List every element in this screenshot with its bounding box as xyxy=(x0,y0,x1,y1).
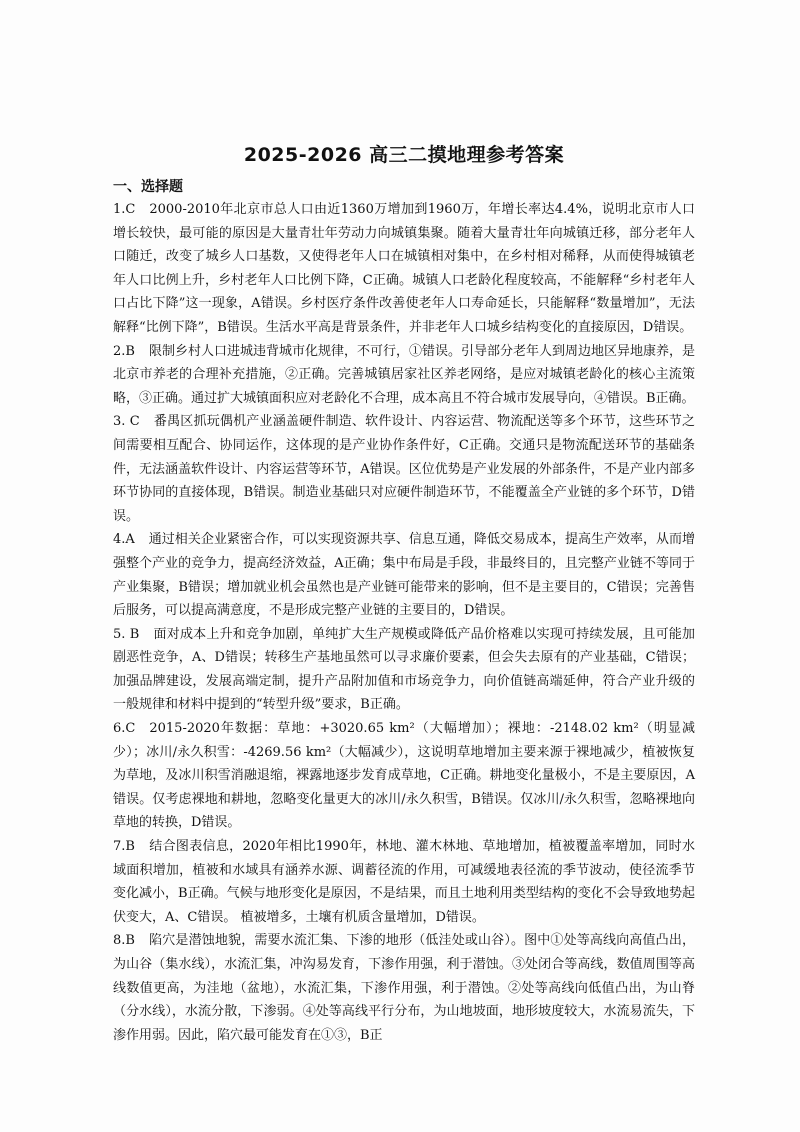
answer-explanation: 通过相关企业紧密合作，可以实现资源共享、信息互通，降低交易成本，提高生产效率，从而增强整个产业的竞争力，提高经济效益，A正确；集中布局是手段，非最终目的，且完整产业链不等同于产业集聚，B错误；增加就业机会虽然也是产业链可能带来的影响，但不是主要目的，C错误；完善售后服务，可以提高满意度，不是形成完整产业链的主要目的，D错误。 xyxy=(113,532,695,619)
answer-explanation: 2015-2020年数据：草地：+3020.65 km²（大幅增加）；裸地：-2148.02 km²（明显减少）；冰川/永久积雪：-4269.56 km²（大幅减少），这说明草地增加主要来源于裸地减少，植被恢复为草地，及冰川积雪消融退缩，裸露地逐步发育成草地，C正确。耕地变化量极小，不是主要原因，A错误。仅考虑裸地和耕地，忽略变化量更大的冰川/永久积雪，B错误。仅冰川/永久积雪，忽略裸地向草地的转换，D错误。 xyxy=(113,721,695,831)
answer-explanation: 陷穴是潜蚀地貌，需要水流汇集、下渗的地形（低洼处或山谷）。图中①处等高线向高值凸出，为山谷（集水线），水流汇集，冲沟易发育，下渗作用强，利于潜蚀。③处闭合等高线，数值周围等高线数值更高，为洼地（盆地），水流汇集，下渗作用强，利于潜蚀。②处等高线向低值凸出，为山脊（分水线），水流分散，下渗弱。④处等高线平行分布，为山地坡面，地形坡度较大，水流易流失，下渗作用弱。因此，陷穴最可能发育在①③，B正 xyxy=(113,933,695,1043)
answer-explanation: 面对成本上升和竞争加剧，单纯扩大生产规模或降低产品价格难以实现可持续发展，且可能加剧恶性竞争，A、D错误；转移生产基地虽然可以寻求廉价要素，但会失去原有的产业基础，C错误；加强品牌建设，发展高端定制，提升产品附加值和市场竞争力，向价值链高端延伸，符合产业升级的一般规律和材料中提到的“转型升级”要求，B正确。 xyxy=(113,626,695,713)
answer-item-7 xyxy=(113,835,695,929)
answer-item-2 xyxy=(113,340,695,411)
answer-item-4 xyxy=(113,528,695,622)
answer-item-6 xyxy=(113,717,695,835)
answer-label: 2.B xyxy=(113,343,135,359)
answer-label: 6.C xyxy=(113,721,136,737)
answer-label: 3. C xyxy=(113,414,140,430)
answer-item-3 xyxy=(113,410,695,528)
answer-item-8 xyxy=(113,929,695,1047)
document-title: 2025-2026 高三二摸地理参考答案 xyxy=(243,144,565,166)
answer-label: 1.C xyxy=(113,202,136,217)
answer-explanation: 限制乡村人口进城违背城市化规律，不可行，①错误。引导部分老年人到周边地区异地康养，是北京市养老的合理补充措施，②正确。完善城镇居家社区养老网络，是应对城镇老龄化的核心主流策略，③正确。通过扩大城镇面积应对老龄化不合理，成本高且不符合城市发展导向，④错误。B正确。 xyxy=(113,343,695,406)
answer-label: 8.B xyxy=(113,933,135,949)
answer-label: 5. B xyxy=(113,626,140,642)
answer-explanation: 番禺区抓玩偶机产业涵盖硬件制造、软件设计、内容运营、物流配送等多个环节，这些环节之间需要相互配合、协同运作，这体现的是产业协作条件好，C正确。交通只是物流配送环节的基础条件，无法涵盖软件设计、内容运营等环节，A错误。区位优势是产业发展的外部条件，不是产业内部多环节协同的直接体现，B错误。制造业基础只对应硬件制造环节，不能覆盖全产业链的多个环节，D错误。 xyxy=(113,414,695,524)
answer-explanation: 结合图表信息，2020年相比1990年，林地、灌木林地、草地增加，植被覆盖率增加，同时水域面积增加，植被和水域具有涵养水源、调蓄径流的作用，可减缓地表径流的季节波动，使径流季节变化减小，B正确。气候与地形变化是原因，不是结果，而且土地利用类型结构的变化不会导致地势起伏变大，A、C错误。 植被增多，土壤有机质含量增加，D错误。 xyxy=(113,839,695,925)
answer-item-1 xyxy=(113,198,695,340)
section-heading: 一、选择题 xyxy=(113,179,183,195)
answer-label: 7.B xyxy=(113,839,135,855)
document-content xyxy=(113,138,695,1047)
answer-label: 4.A xyxy=(113,532,135,548)
answer-item-5 xyxy=(113,623,695,717)
answer-explanation: 2000-2010年北京市总人口由近1360万增加到1960万，年增长率达4.4%，说明北京市人口增长较快，最可能的原因是大量青壮年劳动力向城镇集聚。随着大量青壮年向城镇迁移，部分老年人口随迁，改变了城乡人口基数，又使得老年人口在城镇相对集中，在乡村相对稀释，从而使得城镇老年人口比例上升，乡村老年人口比例下降，C正确。城镇人口老龄化程度较高，不能解释“乡村老年人口占比下降”这一现象，A错误。乡村医疗条件改善使老年人口寿命延长，只能解释“数量增加”，无法解释“比例下降”，B错误。生活水平高是背景条件，并非老年人口城乡结构变化的直接原因，D错误。 xyxy=(113,202,695,335)
